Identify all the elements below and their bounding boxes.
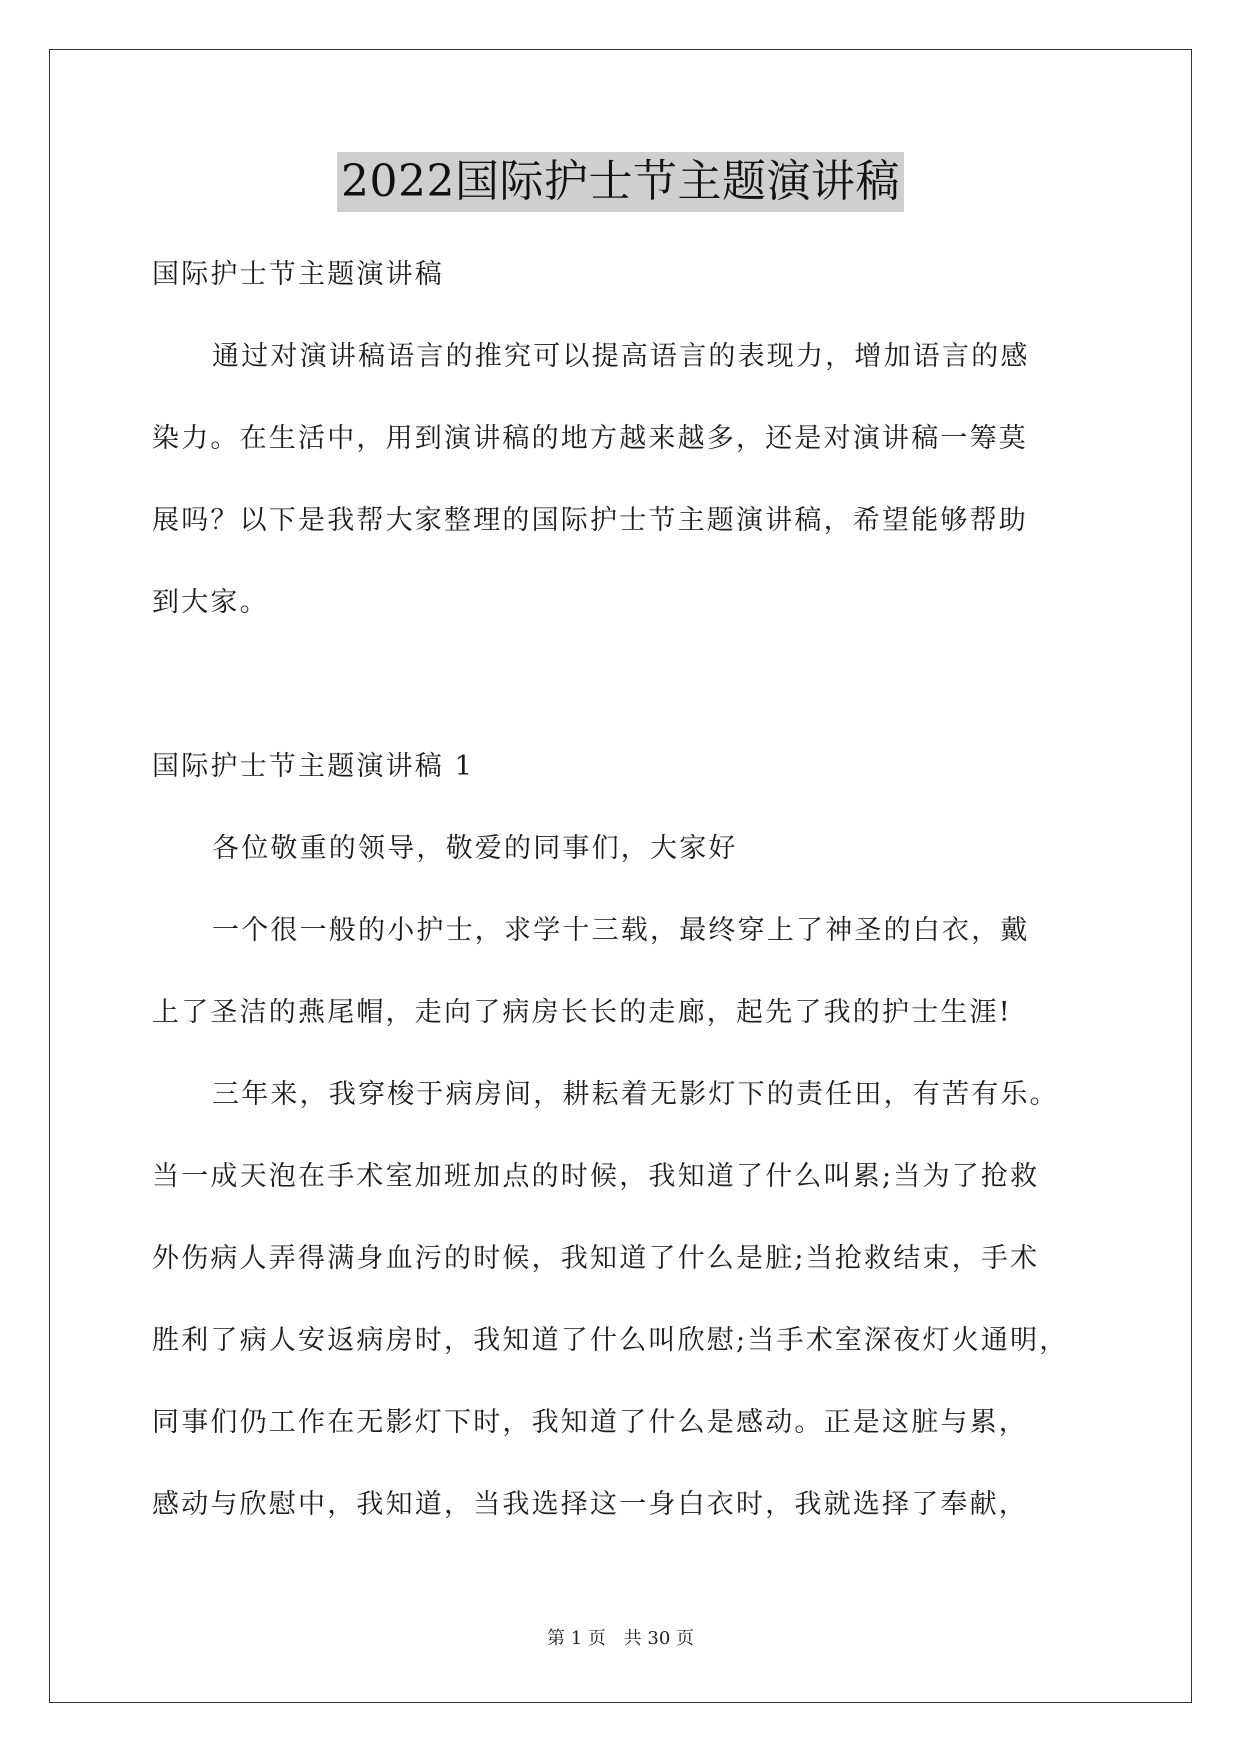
text-line: 三年来，我穿梭于病房间，耕耘着无影灯下的责任田，有苦有乐。 xyxy=(212,1079,1059,1110)
text-line: 各位敬重的领导，敬爱的同事们，大家好 xyxy=(212,833,738,864)
document-title: 2022国际护士节主题演讲稿 xyxy=(337,152,904,212)
text-line: 胜利了病人安返病房时，我知道了什么叫欣慰;当手术室深夜灯火通明， xyxy=(152,1325,1069,1356)
text-line: 通过对演讲稿语言的推究可以提高语言的表现力，增加语言的感 xyxy=(212,341,1030,372)
page-number: 第 1 页 xyxy=(547,1628,606,1649)
page-footer xyxy=(0,1627,1241,1651)
text-line: 国际护士节主题演讲稿 1 xyxy=(152,751,475,782)
text-line: 感动与欣慰中，我知道，当我选择这一身白衣时，我就选择了奉献， xyxy=(152,1489,1028,1520)
blank-line xyxy=(152,644,1092,726)
text-line: 到大家。 xyxy=(152,587,269,618)
text-line: 染力。在生活中，用到演讲稿的地方越来越多，还是对演讲稿一筹莫 xyxy=(152,423,1028,454)
page-total: 共 30 页 xyxy=(623,1628,694,1649)
title-container xyxy=(0,152,1241,212)
text-line: 国际护士节主题演讲稿 xyxy=(152,259,444,290)
text-line: 一个很一般的小护士，求学十三载，最终穿上了神圣的白衣，戴 xyxy=(212,915,1030,946)
text-line: 上了圣洁的燕尾帽，走向了病房长长的走廊，起先了我的护士生涯! xyxy=(152,997,1012,1028)
text-line: 当一成天泡在手术室加班加点的时候，我知道了什么叫累;当为了抢救 xyxy=(152,1161,1040,1192)
text-line: 同事们仍工作在无影灯下时，我知道了什么是感动。正是这脏与累， xyxy=(152,1407,1028,1438)
text-line: 展吗？以下是我帮大家整理的国际护士节主题演讲稿，希望能够帮助 xyxy=(152,505,1028,536)
text-line: 外伤病人弄得满身血污的时候，我知道了什么是脏;当抢救结束，手术 xyxy=(152,1243,1040,1274)
document-body xyxy=(152,234,1092,1546)
